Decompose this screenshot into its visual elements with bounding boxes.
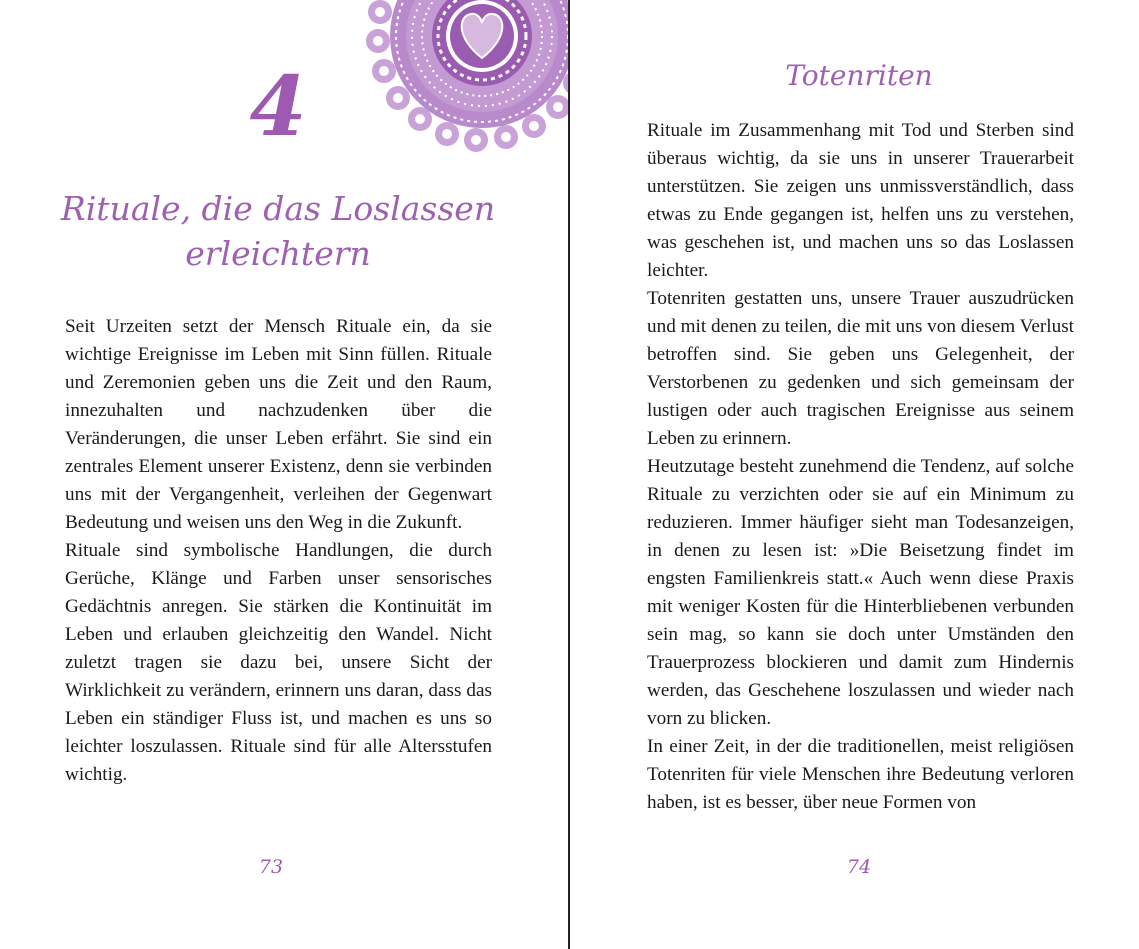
- page-number-right: 74: [846, 856, 872, 878]
- right-page: [570, 0, 1139, 949]
- chapter-title: [40, 186, 516, 276]
- right-body-text: [647, 117, 1074, 817]
- left-body-text: [65, 313, 492, 789]
- chapter-title-line-2: erleichtern: [185, 234, 371, 273]
- paragraph: Totenriten gestatten uns, unsere Trauer auszudrücken und mit denen zu teilen, die mit uns von diesem Verlust betroffen sind. Sie geben uns Gelegenheit, der Verstorbenen zu gedenken und sich gemeinsam der lustigen oder auch tragischen Ereignisse aus seinem Leben zu erinnern.: [647, 288, 1074, 449]
- paragraph: Seit Urzeiten setzt der Mensch Rituale ein, da sie wichtige Ereignisse im Leben mit Sinn füllen. Rituale und Zeremonien geben uns die Zeit und den Raum, innezuhalten und nachzudenken über die Veränderungen, die unser Leben erfährt. Sie sind ein zentrales Element unserer Existenz, denn sie verbinden uns mit der Vergangenheit, verleihen der Gegenwart Bedeutung und weisen uns den Weg in die Zukunft.: [65, 316, 492, 533]
- mandala-heart-icon: [356, 0, 568, 152]
- paragraph: In einer Zeit, in der die traditionellen, meist religiösen Totenriten für viele Menschen ihre Bedeutung verloren haben, ist es besser, über neue Formen von: [647, 736, 1074, 813]
- page-number-left: 73: [258, 856, 284, 878]
- section-title: Totenriten: [785, 59, 933, 92]
- paragraph: Heutzutage besteht zunehmend die Tendenz, auf solche Rituale zu verzichten oder sie auf ein Minimum zu reduzieren. Immer häufiger sieht man Todesanzeigen, in denen zu lesen ist: »Die Beisetzung findet im engsten Familienkreis statt.« Auch wenn diese Praxis mit weniger Kosten für die Hinterbliebenen verbunden sein mag, so kann sie doch unter Umständen den Trauerprozess blockieren und damit zum Hindernis werden, das Geschehene loszulassen und wieder nach vorn zu blicken.: [647, 456, 1074, 729]
- paragraph: Rituale sind symbolische Handlungen, die durch Gerüche, Klänge und Farben unser sensorisches Gedächtnis anregen. Sie stärken die Kontinuität im Leben und erlauben gleichzeitig den Wandel. Nicht zuletzt tragen sie dazu bei, unsere Sicht der Wirklichkeit zu verändern, erinnern uns daran, dass das Leben ein ständiger Fluss ist, und machen es uns so leichter loszulassen. Rituale sind für alle Altersstufen wichtig.: [65, 540, 492, 785]
- chapter-title-line-1: Rituale, die das Loslassen: [60, 189, 496, 228]
- left-page: [0, 0, 568, 949]
- chapter-number: 4: [249, 59, 307, 155]
- paragraph: Rituale im Zusammenhang mit Tod und Sterben sind überaus wichtig, da sie uns in unserer Trauerarbeit unterstützen. Sie zeigen uns unmissverständlich, dass etwas zu Ende gegangen ist, helfen uns zu verstehen, was geschehen ist, und machen uns so das Loslassen leichter.: [647, 120, 1074, 281]
